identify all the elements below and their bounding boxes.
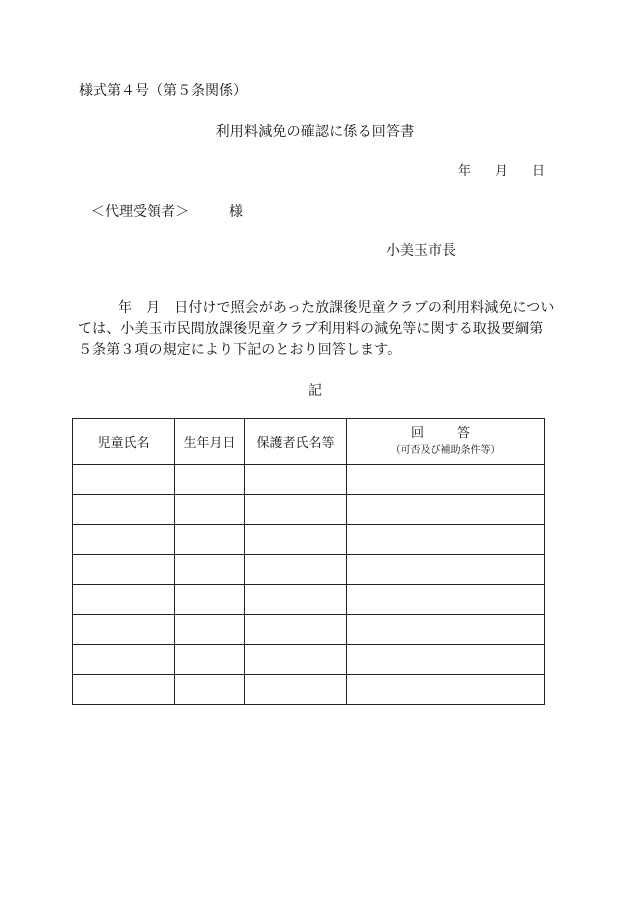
table-cell [245,585,347,615]
header-birth-date: 生年月日 [175,419,245,465]
recipient-honorific: 様 [229,204,243,220]
table-cell [245,495,347,525]
table-cell [73,525,175,555]
body-text: 日付けで照会があった放課後児童クラブの利用料減免については、小美玉市民間放課後児童クラブ利用料の減免等に関する取扱要綱第５条第３項の規定により下記のとおり回答します。 [78,300,555,358]
table-cell [245,675,347,705]
table-row [73,465,545,495]
answer-table [72,418,545,705]
date-day: 日 [532,164,546,179]
table-cell [347,555,545,585]
ki-heading: 記 [308,383,322,399]
date-line [458,160,545,179]
table-cell [175,615,245,645]
table-row [73,555,545,585]
table-header-row [73,419,545,465]
table-cell [347,645,545,675]
table-cell [245,555,347,585]
body-month: 月 [146,300,161,316]
recipient-name: ＜代理受領者＞ [91,204,189,220]
table-cell [175,555,245,585]
form-number: 様式第４号（第５条関係） [79,83,247,99]
table-row [73,645,545,675]
table-cell [73,675,175,705]
table-cell [347,465,545,495]
date-month: 月 [495,164,509,179]
table-cell [245,525,347,555]
body-paragraph [78,298,556,361]
table-row [73,675,545,705]
body-year: 年 [118,300,133,316]
table-row [73,495,545,525]
table-cell [73,555,175,585]
table-cell [175,465,245,495]
table-cell [347,615,545,645]
table-cell [73,585,175,615]
table-cell [245,645,347,675]
table-cell [175,675,245,705]
recipient [91,201,243,221]
table-cell [175,495,245,525]
table-row [73,615,545,645]
header-child-name: 児童氏名 [73,419,175,465]
table-cell [73,465,175,495]
table-cell [175,525,245,555]
table-cell [245,465,347,495]
table-cell [175,645,245,675]
header-answer-note: （可否及び補助条件等） [390,444,501,456]
table-row [73,525,545,555]
table-cell [347,495,545,525]
table-cell [73,615,175,645]
table-cell [73,645,175,675]
table-cell [175,585,245,615]
document-title: 利用料減免の確認に係る回答書 [215,124,415,140]
table-cell [73,495,175,525]
table-row [73,585,545,615]
date-year: 年 [458,164,472,179]
table-cell [347,585,545,615]
header-guardian-name: 保護者氏名等 [245,419,347,465]
table-cell [347,525,545,555]
table-cell [245,615,347,645]
issuer: 小美玉市長 [386,243,456,259]
header-answer-label: 回 答 [410,425,480,441]
header-answer [347,419,545,465]
table-cell [347,675,545,705]
